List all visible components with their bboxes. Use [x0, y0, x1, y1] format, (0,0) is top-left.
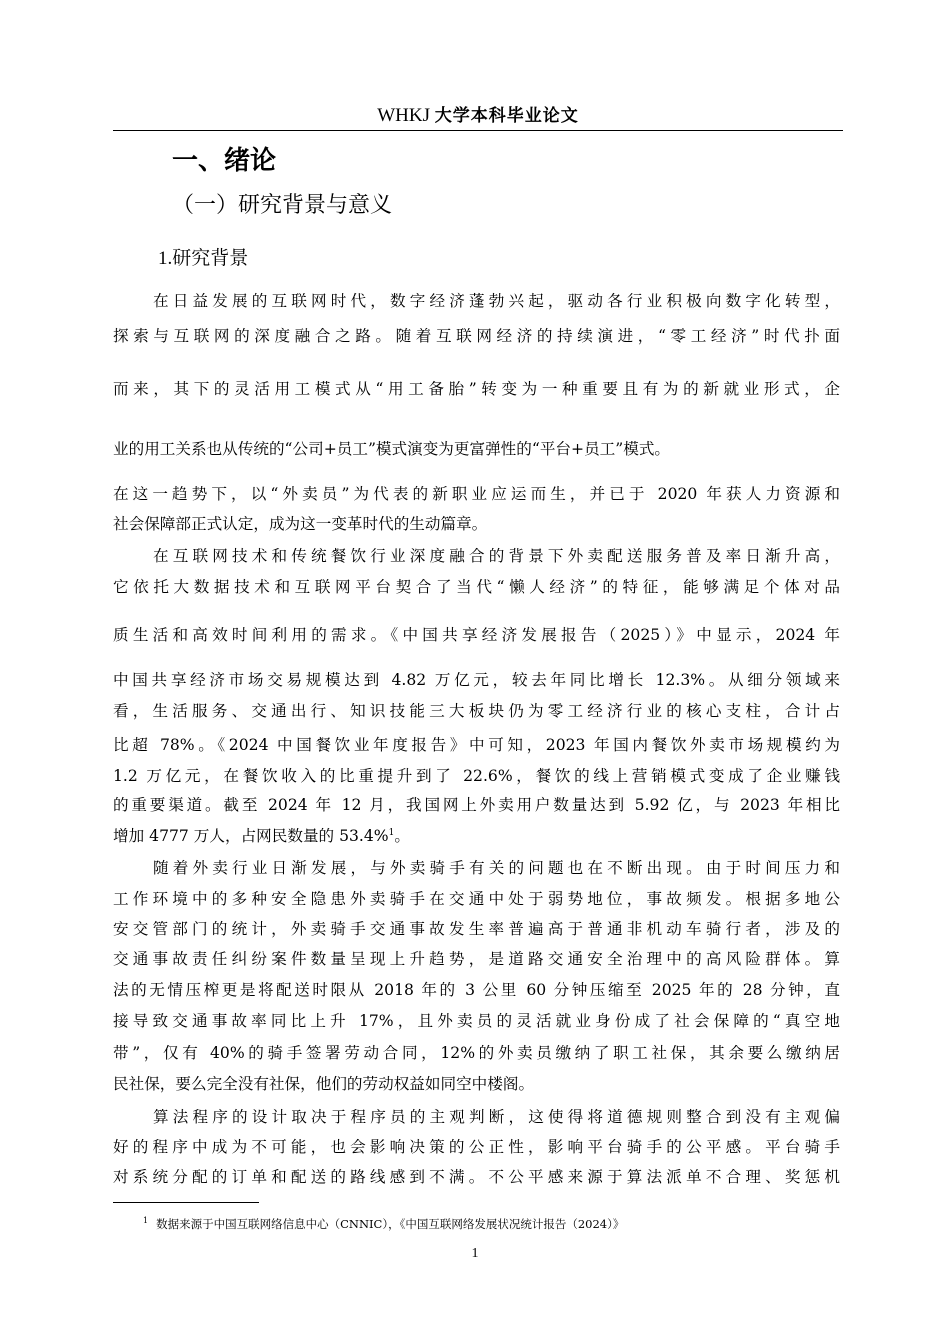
subsection-number: 1. — [158, 248, 173, 269]
header-title: 大学本科毕业论文 — [434, 106, 579, 126]
body-line: 法的无情压榨更是将配送时限从 2018 年的 3 公里 60 分钟压缩至 2025 年的 28 分钟，直 — [113, 981, 840, 999]
chapter-heading: 一、绪论 — [172, 146, 277, 176]
body-line: 在日益发展的互联网时代，数字经济蓬勃兴起，驱动各行业积极向数字化转型， — [153, 292, 840, 310]
body-line: 带”，仅有 40%的骑手签署劳动合同，12%的外卖员缴纳了职工社保，其余要么缴纳居 — [113, 1044, 840, 1062]
body-line: 比超 78%。《2024 中国餐饮业年度报告》中可知，2023 年国内餐饮外卖市场规模约为 — [113, 736, 840, 754]
body-line: 好的程序中成为不可能，也会影响决策的公正性，影响平台骑手的公平感。平台骑手 — [113, 1138, 840, 1156]
body-line: 民社保，要么完全没有社保，他们的劳动权益如同空中楼阁。 — [113, 1075, 535, 1093]
body-line: 业的用工关系也从传统的“公司+员工”模式演变为更富弹性的“平台+员工”模式。 — [113, 440, 671, 458]
footnote-mark: 1 — [143, 1216, 149, 1225]
body-line: 探索与互联网的深度融合之路。随着互联网经济的持续演进，“零工经济”时代扑面 — [113, 327, 840, 345]
body-line: 看，生活服务、交通出行、知识技能三大板块仍为零工经济行业的核心支柱，合计占 — [113, 702, 840, 720]
body-line: 对系统分配的订单和配送的路线感到不满。不公平感来源于算法派单不合理、奖惩机 — [113, 1168, 840, 1186]
body-line: 中国共享经济市场交易规模达到 4.82 万亿元，较去年同比增长 12.3%。从细分领域来 — [113, 671, 840, 689]
body-line-text: 增加 4777 万人，占网民数量的 53.4% — [113, 827, 389, 845]
section-heading: （一）研究背景与意义 — [172, 193, 393, 218]
body-line: 工作环境中的多种安全隐患外卖骑手在交通中处于弱势地位，事故频发。根据多地公 — [113, 890, 840, 908]
body-line: 而来，其下的灵活用工模式从“用工备胎”转变为一种重要且有为的新就业形式，企 — [113, 380, 840, 398]
footnote — [143, 1212, 624, 1233]
body-line: 它依托大数据技术和互联网平台契合了当代“懒人经济”的特征，能够满足个体对品 — [113, 578, 840, 596]
body-line: 在这一趋势下，以“外卖员”为代表的新职业应运而生，并已于 2020 年获人力资源和 — [113, 485, 840, 503]
full-stop: 。 — [394, 827, 410, 845]
body-line-with-footnote — [113, 823, 840, 849]
subsection-title: 研究背景 — [172, 247, 249, 269]
body-line: 在互联网技术和传统餐饮行业深度融合的背景下外卖配送服务普及率日渐升高， — [153, 547, 840, 565]
header-prefix: WHKJ — [377, 105, 431, 126]
subsection-heading — [158, 244, 248, 273]
footnote-divider — [113, 1202, 259, 1203]
body-line: 社会保障部正式认定，成为这一变革时代的生动篇章。 — [113, 515, 488, 533]
body-line: 接导致交通事故率同比上升 17%，且外卖员的灵活就业身份成了社会保障的“真空地 — [113, 1012, 840, 1030]
footnote-text: 数据来源于中国互联网络信息中心（CNNIC），《中国互联网络发展状况统计报告（2024）》 — [156, 1216, 625, 1231]
body-line: 质生活和高效时间利用的需求。《中国共享经济发展报告（2025）》中显示，2024 年 — [113, 626, 840, 644]
body-line: 随着外卖行业日渐发展，与外卖骑手有关的问题也在不断出现。由于时间压力和 — [153, 859, 840, 877]
body-line: 1.2 万亿元，在餐饮收入的比重提升到了 22.6%，餐饮的线上营销模式变成了企业赚钱 — [113, 767, 840, 785]
body-line: 安交管部门的统计，外卖骑手交通事故发生率普遍高于普通非机动车骑行者，涉及的 — [113, 920, 840, 938]
footnote-reference[interactable]: 1 — [388, 827, 395, 838]
body-line: 算法程序的设计取决于程序员的主观判断，这使得将道德规则整合到没有主观偏 — [153, 1108, 840, 1126]
page-header — [113, 102, 843, 131]
body-line: 交通事故责任纠纷案件数量呈现上升趋势，是道路交通安全治理中的高风险群体。算 — [113, 950, 840, 968]
page-number: 1 — [471, 1246, 479, 1261]
body-line: 的重要渠道。截至 2024 年 12 月，我国网上外卖用户数量达到 5.92 亿，与 2023 年相比 — [113, 796, 840, 814]
